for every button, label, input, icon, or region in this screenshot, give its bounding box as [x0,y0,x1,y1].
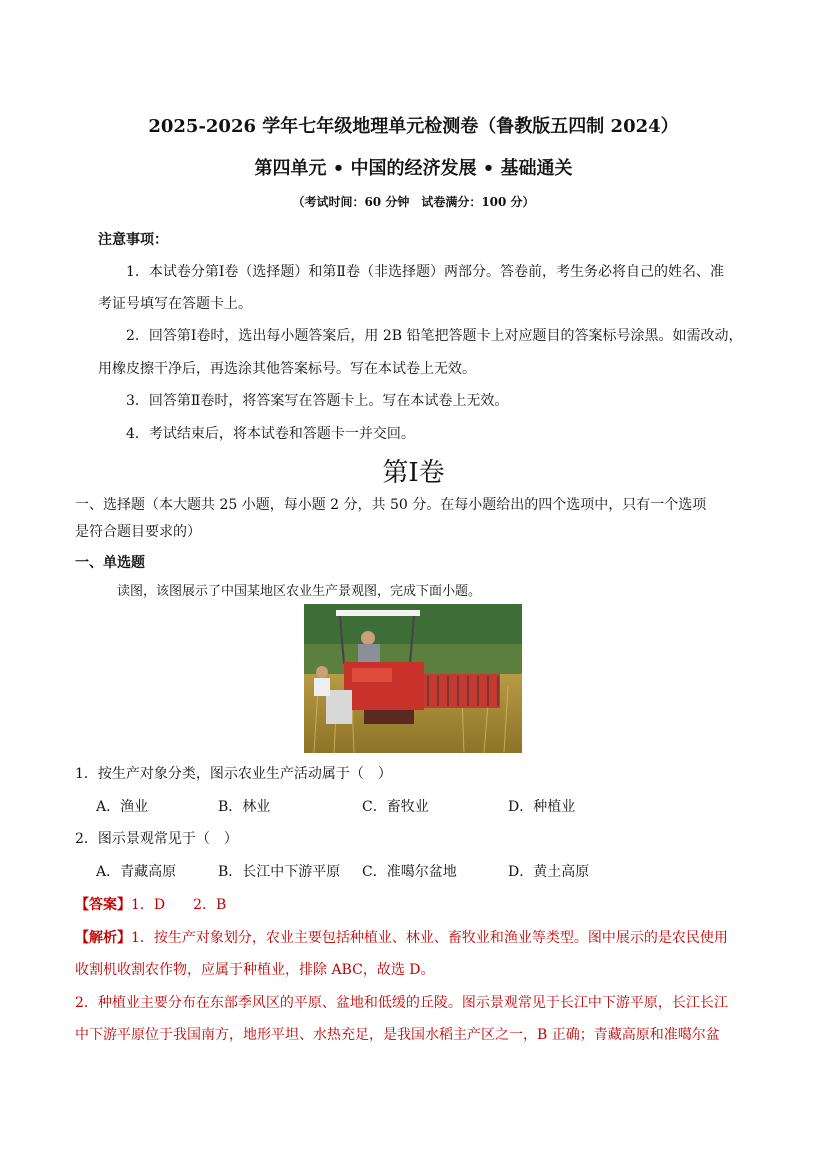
question-1-option-a: A．渔业 [96,799,149,815]
question-intro: 读图，该图展示了中国某地区农业生产景观图，完成下面小题。 [117,584,482,599]
analysis-line-3: 2．种植业主要分布在东部季风区的平原、盆地和低缓的丘陵。图示景观常见于长江中下游平原，长江长江 [75,995,728,1011]
question-2-option-d: D．黄土高原 [508,864,590,880]
harvester-photo-svg [304,604,522,753]
answer-text: 1．D 2．B [131,897,227,913]
answer-line [75,894,226,914]
analysis-line-4: 中下游平原位于我国南方，地形平坦、水热充足，是我国水稻主产区之一，B 正确；青藏高原和准噶尔盆 [75,1027,720,1043]
analysis-line-1 [75,927,728,947]
question-2-option-c: C．准噶尔盆地 [362,864,457,880]
notice-item-1-line-1: 1．本试卷分第Ⅰ卷（选择题）和第Ⅱ卷（非选择题）两部分。答卷前，考生务必将自己的姓名、准 [126,264,724,280]
notice-heading: 注意事项： [98,232,168,248]
volume-title: 第Ⅰ卷 [382,458,445,488]
question-1-option-b: B．林业 [218,799,271,815]
exam-meta: （考试时间：60 分钟 试卷满分：100 分） [292,195,535,209]
question-2-option-a: A．青藏高原 [96,864,177,880]
section-heading-line-1: 一、选择题（本大题共 25 小题，每小题 2 分，共 50 分。在每小题给出的四个选项中，只有一个选项 [75,497,707,513]
harvester-photo [304,604,522,753]
document-subtitle: 第四单元 • 中国的经济发展 • 基础通关 [254,158,573,179]
section-heading-line-2: 是符合题目要求的） [75,524,201,540]
notice-item-3: 3．回答第Ⅱ卷时，将答案写在答题卡上。写在本试卷上无效。 [126,393,509,409]
document-title: 2025-2026 学年七年级地理单元检测卷（鲁教版五四制 2024） [148,116,679,137]
section-subheading: 一、单选题 [75,555,145,571]
question-2-option-b: B．长江中下游平原 [218,864,341,880]
question-1-stem: 1．按生产对象分类，图示农业生产活动属于（ ） [75,766,392,782]
notice-item-4: 4．考试结束后，将本试卷和答题卡一并交回。 [126,426,415,442]
notice-item-2-line-2: 用橡皮擦干净后，再选涂其他答案标号。写在本试卷上无效。 [98,361,476,377]
question-2-stem: 2．图示景观常见于（ ） [75,831,238,847]
question-1-option-d: D．种植业 [508,799,576,815]
notice-item-2-line-1: 2．回答第Ⅰ卷时，选出每小题答案后，用 2B 铅笔把答题卡上对应题目的答案标号涂黑。如需改动， [126,328,743,344]
analysis-text-1: 1．按生产对象划分，农业主要包括种植业、林业、畜牧业和渔业等类型。图中展示的是农民使用 [131,930,728,946]
notice-item-1-line-2: 考证号填写在答题卡上。 [98,296,252,312]
question-1-option-c: C．畜牧业 [362,799,429,815]
answer-label: 【答案】 [75,897,131,913]
analysis-line-2: 收割机收割农作物，应属于种植业，排除 ABC，故选 D。 [75,962,435,978]
analysis-label: 【解析】 [75,930,131,946]
